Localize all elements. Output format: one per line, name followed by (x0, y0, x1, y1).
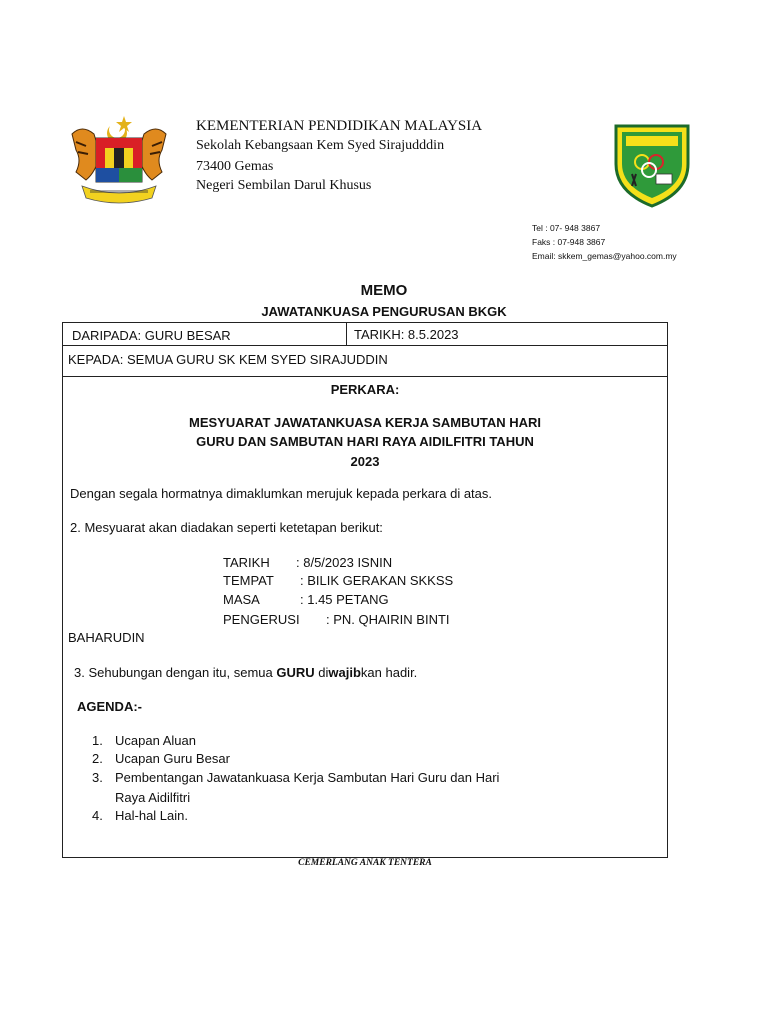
memo-to: KEPADA: SEMUA GURU SK KEM SYED SIRAJUDDIN (68, 352, 388, 367)
paragraph-3 (74, 665, 417, 680)
detail-tarikh-label: TARIKH (223, 555, 270, 570)
detail-tarikh-value: : 8/5/2023 ISNIN (296, 555, 393, 570)
agenda-item-number: 1. (92, 733, 103, 748)
memo-date: TARIKH: 8.5.2023 (354, 327, 459, 342)
school-crest-icon (612, 122, 692, 208)
agenda-item-number: 3. (92, 770, 103, 785)
footer-motto: CEMERLANG ANAK TENTERA (298, 858, 432, 868)
detail-masa-value: : 1.45 PETANG (300, 592, 389, 607)
agenda-item-number: 2. (92, 751, 103, 766)
paragraph-3-emphasis: wajib (328, 665, 361, 680)
paragraph-2: 2. Mesyuarat akan diadakan seperti ketetapan berikut: (70, 520, 383, 535)
agenda-item-number: 4. (92, 808, 103, 823)
school-state: Negeri Sembilan Darul Khusus (196, 178, 372, 193)
paragraph-3-text: di (314, 665, 329, 680)
detail-pengerusi-value: : PN. QHAIRIN BINTI (326, 612, 450, 627)
memo-subtitle: JAWATANKUASA PENGURUSAN BKGK (261, 304, 507, 319)
ministry-name: KEMENTERIAN PENDIDIKAN MALAYSIA (196, 118, 483, 134)
paragraph-3-text: kan hadir. (360, 665, 418, 680)
school-name: Sekolah Kebangsaan Kem Syed Sirajudddin (196, 138, 445, 153)
detail-tempat-label: TEMPAT (223, 573, 274, 588)
intro-paragraph: Dengan segala hormatnya dimaklumkan merujuk kepada perkara di atas. (70, 486, 493, 501)
contact-email: Email: skkem_gemas@yahoo.com.my (532, 251, 677, 261)
agenda-item-text: Hal-hal Lain. (115, 808, 188, 823)
subject-label: PERKARA: (330, 382, 400, 397)
memo-title: MEMO (360, 282, 408, 299)
subject-line: 2023 (350, 454, 380, 469)
detail-pengerusi-continued: BAHARUDIN (68, 630, 145, 645)
agenda-item-text: Ucapan Aluan (115, 733, 196, 748)
contact-tel: Tel : 07- 948 3867 (532, 223, 601, 233)
agenda-item-text: Raya Aidilfitri (115, 790, 191, 805)
contact-fax: Faks : 07-948 3867 (532, 237, 606, 247)
row-divider (62, 345, 668, 346)
detail-masa-label: MASA (223, 592, 260, 607)
subject-line: GURU DAN SAMBUTAN HARI RAYA AIDILFITRI TAHUN (196, 434, 534, 449)
school-postcode-city: 73400 Gemas (196, 159, 274, 174)
agenda-label: AGENDA:- (77, 699, 142, 714)
agenda-item-text: Pembentangan Jawatankuasa Kerja Sambutan Hari Guru dan Hari (115, 770, 500, 785)
subject-line: MESYUARAT JAWATANKUASA KERJA SAMBUTAN HARI (189, 415, 541, 430)
row-divider (62, 376, 668, 377)
detail-pengerusi-label: PENGERUSI (223, 612, 300, 627)
malaysia-coat-of-arms-icon (66, 112, 172, 212)
agenda-item-text: Ucapan Guru Besar (115, 751, 230, 766)
memo-from: DARIPADA: GURU BESAR (72, 328, 231, 343)
paragraph-3-text: 3. Sehubungan dengan itu, semua (74, 665, 277, 680)
detail-tempat-value: : BILIK GERAKAN SKKSS (300, 573, 454, 588)
paragraph-3-emphasis: GURU (276, 665, 315, 680)
col-divider (346, 322, 347, 345)
